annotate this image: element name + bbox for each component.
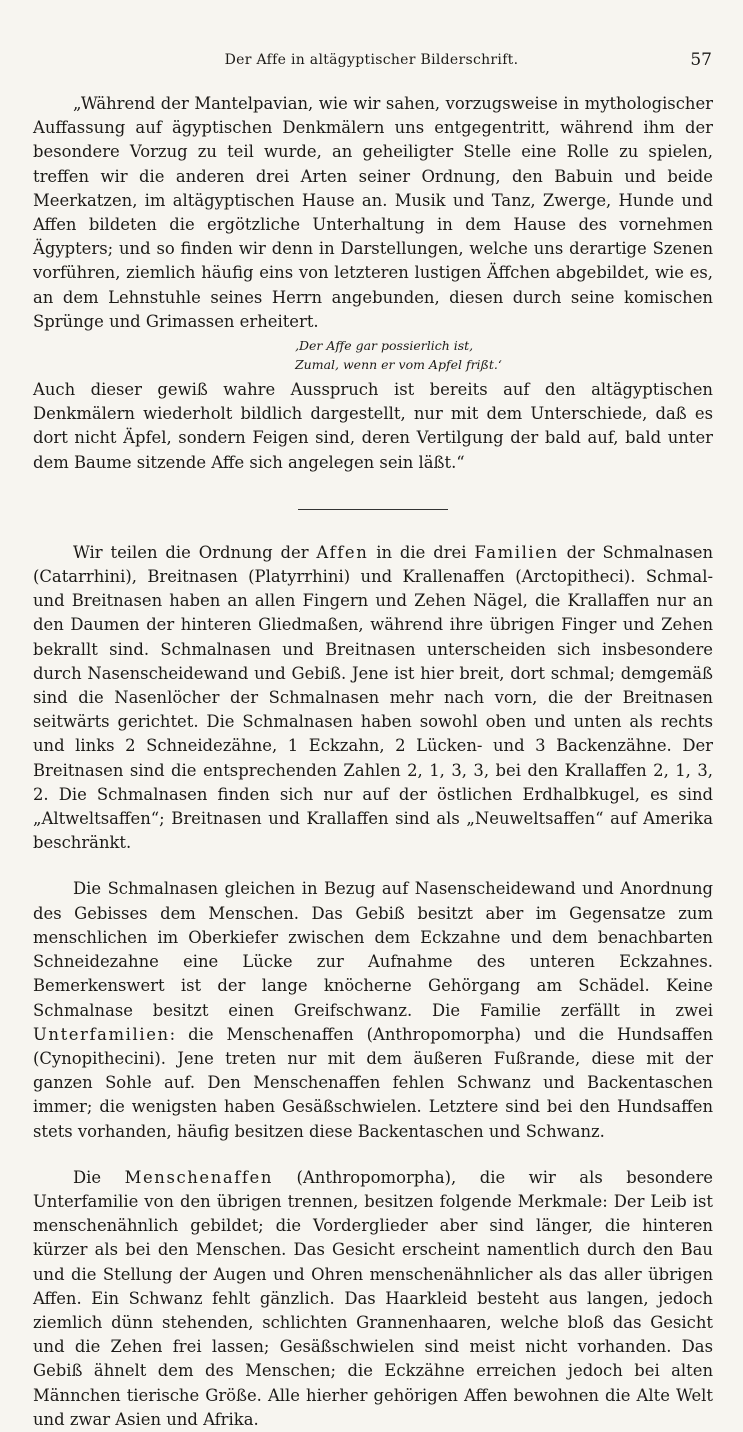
text-run: Wir teilen die Ordnung der xyxy=(73,542,317,562)
emphasis-familien: Familien xyxy=(474,542,559,562)
text-run: der Schmalnasen (Catarrhini), Breitnasen (Platyrrhini) und Krallenaffen (Arctopitheci). Schmal- und Breitnasen haben an allen Fingern und Zehen Nägel, die Krallaffen nur an den Daumen der hinteren Gliedmaßen, während ihre übrigen Finger und Zehen bekrallt sind. Schmalnasen und Breitnasen unterscheiden sich insbesondere durch Nasenscheidewand und Gebiß. Jene ist hier breit, dort schmal; demgemäß sind die Nasenlöcher der Schmalnasen mehr nach vorn, die der Breitnasen seitwärts gerichtet. Die Schmalnasen haben sowohl oben und unten als rechts und links 2 Schneidezähne, 1 Eckzahn, 2 Lücken- und 3 Backenzähne. Der Breitnasen sind die entsprechenden Zahlen 2, 1, 3, 3, bei den Krallaffen 2, 1, 3, 2. Die Schmalnasen finden sich nur auf der östlichen Erdhalbkugel, es sind „Altweltsaffen“; Breitnasen und Krallaffen sind als „Neuweltsaffen“ auf Amerika beschränkt. xyxy=(33,542,714,853)
verse-line-1: ‚Der Affe gar possierlich ist, xyxy=(295,338,474,354)
page-number: 57 xyxy=(690,50,712,70)
emphasis-menschenaffen: Menschenaffen xyxy=(124,1167,274,1187)
body-paragraph-2 xyxy=(33,877,713,1143)
page-header xyxy=(0,52,743,76)
section-divider xyxy=(298,509,448,510)
emphasis-unterfamilien: Unterfamilien xyxy=(33,1024,170,1044)
paragraph-gap xyxy=(33,855,713,877)
paragraph-gap xyxy=(33,1144,713,1166)
running-title: Der Affe in altägyptischer Bilderschrift. xyxy=(224,52,519,68)
quote-paragraph-2: Auch dieser gewiß wahre Ausspruch ist bereits auf den altägyptischen Denkmälern wiederholt bildlich dargestellt, nur mit dem Unterschiede, daß es dort nicht Äpfel, sondern Feigen sind, deren Vertilgung der bald auf, bald unter dem Baume sitzende Affe sich angelegen sein läßt.“ xyxy=(33,380,713,472)
emphasis-affen: Affen xyxy=(316,542,369,562)
text-run: (Anthropomorpha), die wir als besondere Unterfamilie von den übrigen trennen, besitzen folgende Merkmale: Der Leib ist menschenähnlich gebildet; die Vorderglieder aber sind länger, die hinteren kürzer als bei den Menschen. Das Gesicht erscheint namentlich durch den Bau und die Stellung der Augen und Ohren menschenähnlicher als das aller übrigen Affen. Ein Schwanz fehlt gänzlich. Das Haarkleid besteht aus langen, jedoch ziemlich dünn stehenden, schlichten Grannenhaaren, welche bloß das Gesicht und die Zehen frei lassen; Gesäßschwielen sind meist nicht vorhanden. Das Gebiß ähnelt dem des Menschen; die Eckzähne erreichen jedoch bei alten Männchen tierische Größe. Alle hierher gehörigen Affen bewohnen die Alte Welt und zwar Asien und Afrika. xyxy=(33,1167,714,1429)
quote-paragraph-1: „Während der Mantelpavian, wie wir sahen, vorzugsweise in mythologischer Auffassung auf ägyptischen Denkmälern uns entgegentritt, während ihm der besondere Vorzug zu teil wurde, an geheiligter Stelle eine Rolle zu spielen, treffen wir die anderen drei Arten seiner Ordnung, den Babuin und beide Meerkatzen, im altägyptischen Hause an. Musik und Tanz, Zwerge, Hunde und Affen bildeten die ergötzliche Unterhaltung in dem Hause des vornehmen Ägypters; und so finden wir denn in Darstellungen, welche uns derartige Szenen vorführen, ziemlich häufig eins von letzteren lustigen Äffchen abgebildet, wie es, an dem Lehnstuhle seines Herrn angebunden, diesen durch seine komischen Sprünge und Grimassen erheitert. xyxy=(33,94,713,331)
text-run: Die xyxy=(73,1167,125,1187)
verse xyxy=(295,336,713,374)
text-run: Die Schmalnasen gleichen in Bezug auf Nasenscheidewand und Anordnung des Gebisses dem Menschen. Das Gebiß besitzt aber im Gegensatze zum menschlichen im Oberkiefer zwischen dem Eckzahne und dem benachbarten Schneidezahne eine Lücke zur Aufnahme des unteren Eckzahnes. Bemerkenswert ist der lange knöcherne Gehörgang am Schädel. Keine Schmalnase besitzt einen Greifschwanz. Die Familie zerfällt in zwei xyxy=(33,879,713,1020)
page-content xyxy=(33,92,713,1432)
text-run: : die Menschenaffen (Anthropomorpha) und die Hundsaffen (Cynopithecini). Jene treten nur mit dem äußeren Fußrande, diese mit der ganzen Sohle auf. Den Menschenaffen fehlen Schwanz und Backentaschen immer; die wenigsten haben Gesäßschwielen. Letztere sind bei den Hundsaffen stets vorhanden, häufig besitzen diese Backentaschen und Schwanz. xyxy=(33,1024,713,1141)
text-run: in die drei xyxy=(368,542,475,562)
body-paragraph-3 xyxy=(33,1166,713,1432)
body-paragraph-1 xyxy=(33,541,713,856)
verse-line-2: Zumal, wenn er vom Apfel frißt.‘ xyxy=(295,357,502,373)
